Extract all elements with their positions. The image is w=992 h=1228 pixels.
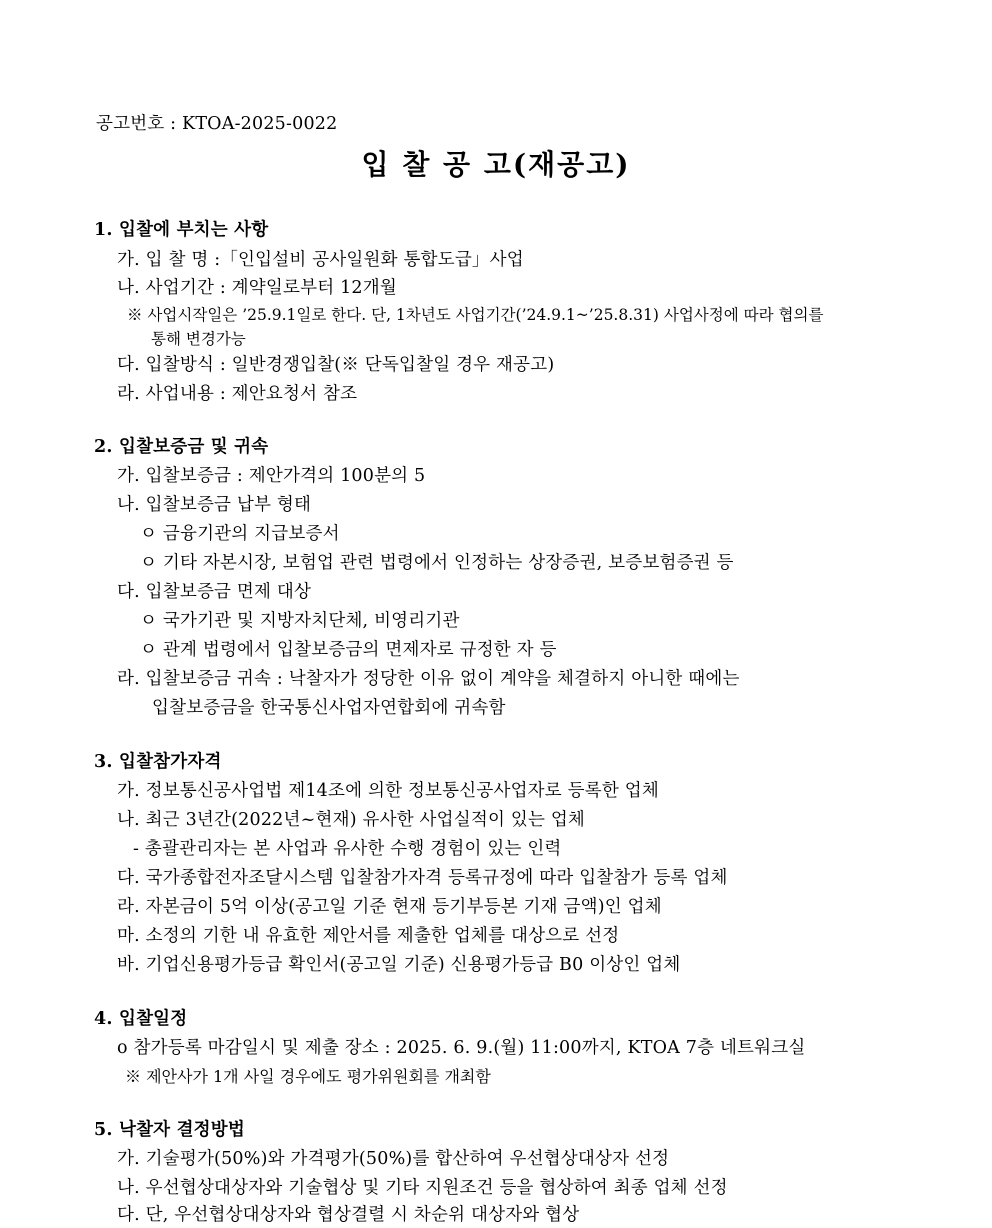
section-heading-4: 4. 입찰일정 <box>94 1009 188 1029</box>
section-1-line: 다. 입찰방식 : 일반경쟁입찰(※ 단독입찰일 경우 재공고) <box>117 355 555 375</box>
section-3-line: 가. 정보통신공사업법 제14조에 의한 정보통신공사업자로 등록한 업체 <box>117 781 659 801</box>
section-1-note: 통해 변경가능 <box>151 330 246 348</box>
section-3-line: 나. 최근 3년간(2022년~현재) 유사한 사업실적이 있는 업체 <box>117 810 586 830</box>
section-3-line: 마. 소정의 기한 내 유효한 제안서를 제출한 업체를 대상으로 선정 <box>117 926 620 946</box>
section-1-line: 나. 사업기간 : 계약일로부터 12개월 <box>117 278 397 298</box>
section-2-line: 입찰보증금을 한국통신사업자연합회에 귀속함 <box>152 698 506 718</box>
section-3-subline: - 총괄관리자는 본 사업과 유사한 수행 경험이 있는 인력 <box>133 839 562 859</box>
section-heading-1: 1. 입찰에 부치는 사항 <box>94 220 269 240</box>
section-4-note: ※ 제안사가 1개 사일 경우에도 평가위원회를 개최함 <box>125 1067 491 1086</box>
section-2-line: 가. 입찰보증금 : 제안가격의 100분의 5 <box>117 466 426 486</box>
section-3-line: 바. 기업신용평가등급 확인서(공고일 기준) 신용평가등급 B0 이상인 업체 <box>117 955 681 975</box>
section-2-line: 라. 입찰보증금 귀속 : 낙찰자가 정당한 이유 없이 계약을 체결하지 아니한 때에는 <box>117 669 740 689</box>
section-5-line: 가. 기술평가(50%)와 가격평가(50%)를 합산하여 우선협상대상자 선정 <box>117 1149 670 1169</box>
page-title: 입 찰 공 고(재공고) <box>361 148 631 181</box>
section-heading-5: 5. 낙찰자 결정방법 <box>94 1120 245 1140</box>
section-heading-2: 2. 입찰보증금 및 귀속 <box>94 437 269 457</box>
section-1-line: 가. 입 찰 명 :「인입설비 공사일원화 통합도급」사업 <box>117 250 524 270</box>
section-4-line: o 참가등록 마감일시 및 제출 장소 : 2025. 6. 9.(월) 11:00까지, KTOA 7층 네트워크실 <box>117 1038 806 1058</box>
section-2-bullet: ㅇ 국가기관 및 지방자치단체, 비영리기관 <box>140 611 460 631</box>
section-2-bullet: ㅇ 금융기관의 지급보증서 <box>140 524 340 544</box>
section-1-note: ※ 사업시작일은 ’25.9.1일로 한다. 단, 1차년도 사업기간(’24.9.1~’25.8.31) 사업사정에 따라 협의를 <box>127 306 824 324</box>
section-1-line: 라. 사업내용 : 제안요청서 참조 <box>117 384 358 404</box>
section-3-line: 라. 자본금이 5억 이상(공고일 기준 현재 등기부등본 기재 금액)인 업체 <box>117 897 662 917</box>
notice-number: 공고번호 : KTOA-2025-0022 <box>96 114 338 134</box>
section-3-line: 다. 국가종합전자조달시스템 입찰참가자격 등록규정에 따라 입찰참가 등록 업체 <box>117 868 728 888</box>
section-5-line: 나. 우선협상대상자와 기술협상 및 기타 지원조건 등을 협상하여 최종 업체 선정 <box>117 1178 728 1198</box>
section-2-bullet: ㅇ 기타 자본시장, 보험업 관련 법령에서 인정하는 상장증권, 보증보험증권 등 <box>140 553 734 573</box>
section-2-line: 다. 입찰보증금 면제 대상 <box>117 582 312 602</box>
section-2-line: 나. 입찰보증금 납부 형태 <box>117 495 312 515</box>
section-2-bullet: ㅇ 관계 법령에서 입찰보증금의 면제자로 규정한 자 등 <box>140 640 557 660</box>
section-heading-3: 3. 입찰참가자격 <box>94 752 222 772</box>
section-5-line: 다. 단, 우선협상대상자와 협상결렬 시 차순위 대상자와 협상 <box>117 1205 580 1225</box>
